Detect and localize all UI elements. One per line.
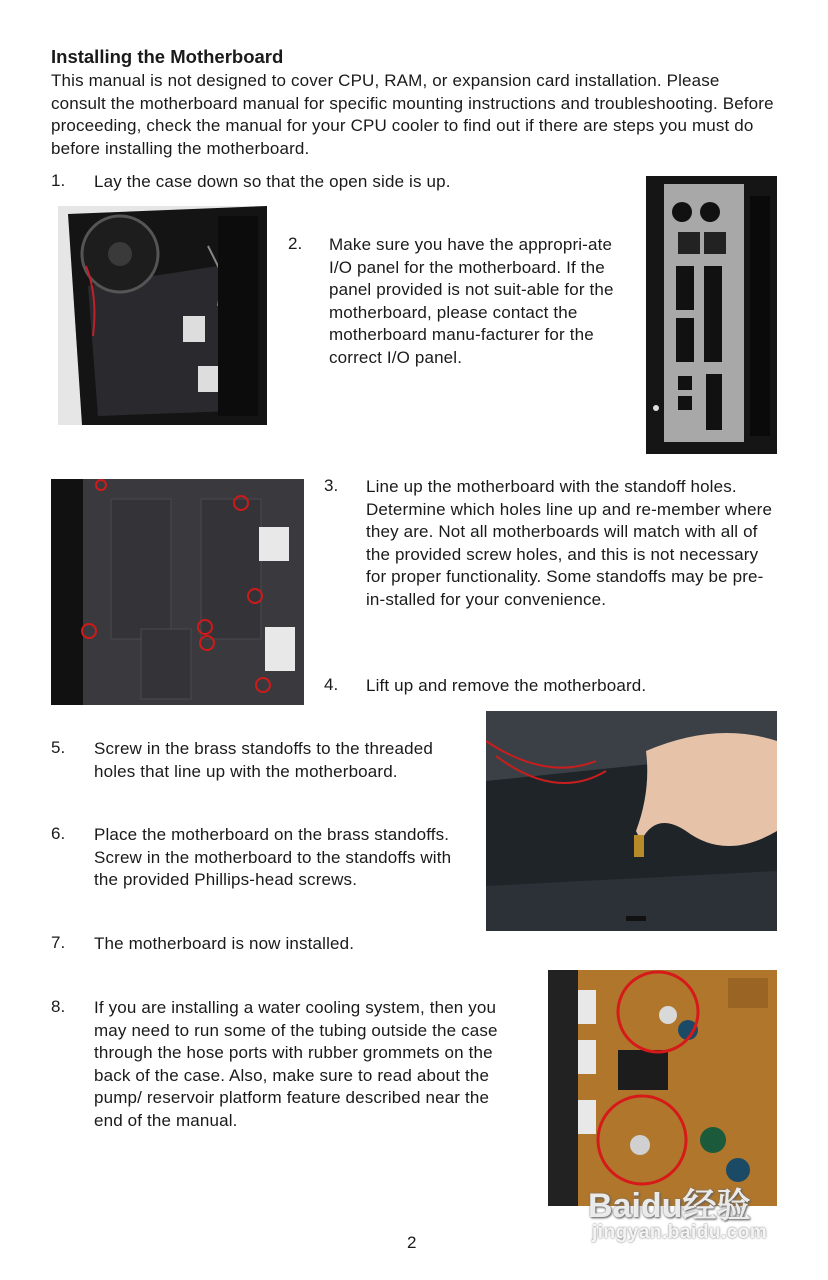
step-8-number: 8. xyxy=(51,997,66,1016)
page-number: 2 xyxy=(407,1233,417,1252)
step-5-text: Screw in the brass standoffs to the threaded holes that line up with the motherboard. xyxy=(94,739,433,781)
step-2-number: 2. xyxy=(288,234,303,253)
standoff-holes-photo xyxy=(51,479,304,705)
page-title: Installing the Motherboard xyxy=(51,46,284,67)
step-4-number: 4. xyxy=(324,675,339,694)
step-6-text: Place the motherboard on the brass standoffs. Screw in the motherboard to the standoffs with the provided Phillips-head screws. xyxy=(94,825,452,890)
step-4-text: Lift up and remove the motherboard. xyxy=(366,676,647,695)
step-6-number: 6. xyxy=(51,824,66,843)
step-2-text: Make sure you have the appropri-ate I/O panel for the motherboard. If the panel provided is not suit-able for the motherboard, please contact the motherboard manu-facturer for the correct I/O panel. xyxy=(329,235,614,367)
watermark-brand: Baidu经验 xyxy=(588,1187,751,1225)
step-1-text: Lay the case down so that the open side is up. xyxy=(94,172,451,191)
step-7-number: 7. xyxy=(51,933,66,952)
step-3-number: 3. xyxy=(324,476,339,495)
open-case-photo xyxy=(58,206,267,425)
intro-paragraph: This manual is not designed to cover CPU, RAM, or expansion card installation. Please consult the motherboard manual for specific mounting instructions and troubleshooting. Before proceeding, check the manual for your CPU cooler to find out if there are steps you must do before installing the motherboard. xyxy=(51,71,774,158)
step-7-text: The motherboard is now installed. xyxy=(94,934,355,953)
step-3-text: Line up the motherboard with the standoff holes. Determine which holes line up and re-member where they are. Not all motherboards will match with all of the provided screw holes, and this is not necessary for proper functionality. Some standoffs may be pre-in-stalled for your convenience. xyxy=(366,477,773,609)
motherboard-screws-photo xyxy=(548,970,777,1206)
step-5-number: 5. xyxy=(51,738,66,757)
watermark-url: jingyan.baidu.com xyxy=(592,1222,768,1243)
step-1-number: 1. xyxy=(51,171,66,190)
io-panel-photo xyxy=(646,176,777,454)
brass-standoff-photo xyxy=(486,711,777,931)
step-8-text: If you are installing a water cooling system, then you may need to run some of the tubing outside the case through the hose ports with rubber grommets on the back of the case. Also, make sure to read about the pump/ reservoir platform feature described near the end of the manual. xyxy=(94,998,498,1130)
